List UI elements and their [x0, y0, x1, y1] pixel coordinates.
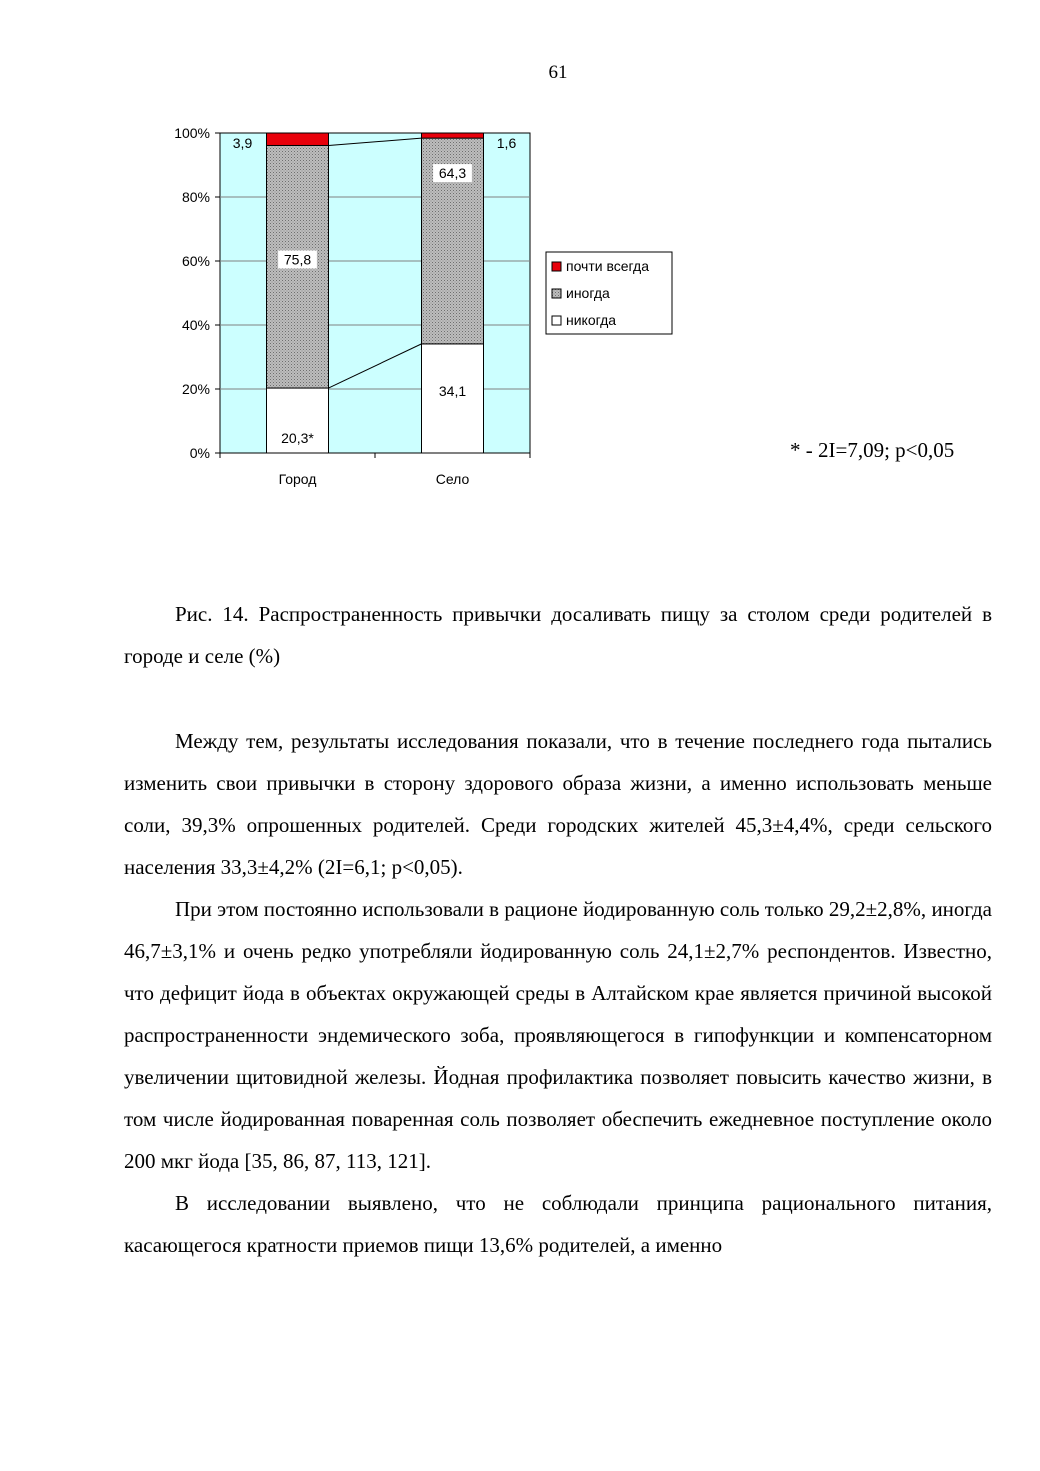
paragraph: При этом постоянно использовали в рационе йодированную соль только 29,2±2,8%, иногда 46,7±3,1% и очень редко употребляли йодированную соль 24,1±2,7% респондентов. Известно, что дефицит йода в объектах окружающей среды в Алтайском крае является причиной высокой распространенности эндемического зоба, проявляющегося в гипофункции и компенсаторном увеличении щитовидной железы. Йодная профилактика позволяет повысить качество жизни, в том числе йодированная поваренная соль позволяет обеспечить ежедневное поступление около 200 мкг йода [35, 86, 87, 113, 121].	[124, 897, 992, 1173]
body-text	[124, 720, 992, 1266]
x-category-label: Город	[278, 471, 317, 487]
y-tick-label: 0%	[189, 445, 210, 461]
y-tick-label: 60%	[181, 253, 210, 269]
page-number: 61	[548, 62, 568, 83]
y-tick-label: 80%	[181, 189, 210, 205]
data-label: 75,8	[283, 251, 312, 268]
legend-label: иногда	[566, 285, 610, 301]
figure-caption: Рис. 14. Распространенность привычки досаливать пищу за столом среди родителей в городе и селе (%)	[124, 602, 992, 668]
x-category-label: Село	[435, 471, 470, 487]
data-label: 20,3*	[281, 430, 314, 447]
stacked-bar-chart	[150, 115, 690, 505]
paragraph: В исследовании выявлено, что не соблюдали принципа рационального питания, касающегося кратности приемов пищи 13,6% родителей, а именно	[124, 1191, 992, 1257]
significance-note: * - 2I=7,09; p<0,05	[790, 438, 955, 462]
chart-svg	[150, 115, 690, 505]
legend-label: никогда	[566, 312, 617, 328]
legend-label: почти всегда	[566, 258, 649, 274]
paragraph: Между тем, результаты исследования показали, что в течение последнего года пытались изменить свои привычки в сторону здорового образа жизни, а именно использовать меньше соли, 39,3% опрошенных родителей. Среди городских жителей 45,3±4,4%, среди сельского населения 33,3±4,2% (2I=6,1; p<0,05).	[124, 729, 992, 879]
data-label: 64,3	[438, 165, 467, 182]
legend-swatch	[552, 289, 561, 298]
y-tick-label: 20%	[181, 381, 210, 397]
y-tick-label: 40%	[181, 317, 210, 333]
legend-swatch	[552, 316, 561, 325]
y-tick-label: 100%	[174, 125, 210, 141]
bar-segment-почти-всегда	[267, 133, 329, 145]
data-label: 1,6	[496, 135, 517, 152]
data-label: 3,9	[232, 135, 253, 152]
bar-segment-почти-всегда	[422, 133, 484, 138]
legend-swatch	[552, 262, 561, 271]
data-label: 34,1	[438, 382, 467, 399]
